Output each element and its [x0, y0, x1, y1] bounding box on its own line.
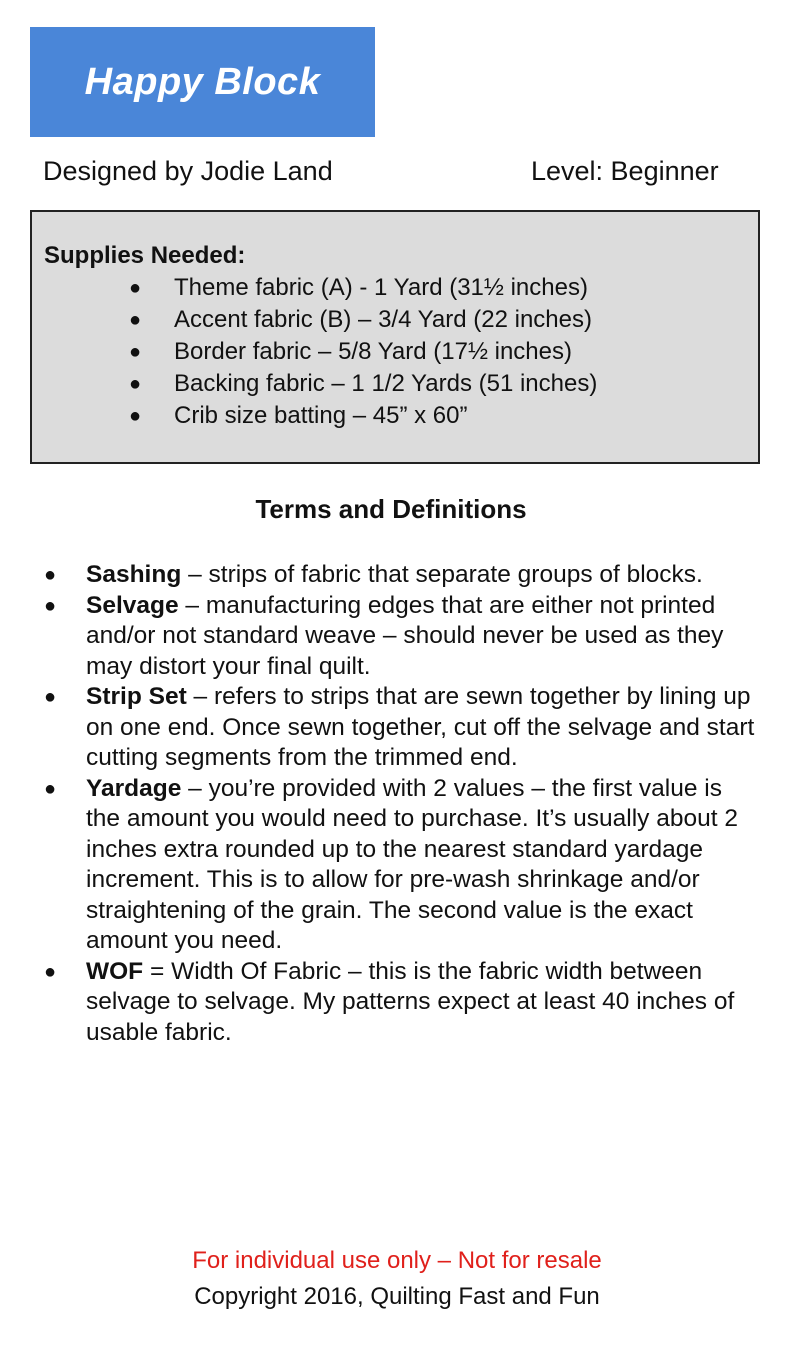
supply-item-text: Border fabric – 5/8 Yard (17½ inches): [174, 338, 572, 365]
supply-item-text: Accent fabric (B) – 3/4 Yard (22 inches): [174, 306, 592, 333]
bullet-icon: ●: [44, 960, 57, 983]
bullet-icon: ●: [129, 277, 142, 299]
term-item: [40, 591, 760, 683]
term-item: [40, 957, 760, 1049]
designer-credit: Designed by Jodie Land: [43, 156, 333, 186]
term-name: Strip Set: [86, 683, 187, 710]
term-item: [40, 560, 760, 591]
term-name: Selvage: [86, 591, 179, 619]
term-definition: – refers to strips that are sewn together by lining up on one end. Once sewn together, cut off the selvage and start cutting segments from the trimmed end.: [86, 683, 755, 771]
skill-level: Level: Beginner: [531, 156, 719, 186]
supply-item: [32, 273, 597, 305]
bullet-icon: ●: [44, 564, 57, 586]
bullet-icon: ●: [44, 594, 57, 617]
supply-item-text: Crib size batting – 45” x 60”: [174, 402, 468, 429]
term-definition: – you’re provided with 2 values – the first value is the amount you would need to purchase. It’s usually about 2 inches extra rounded up to the nearest standard yardage increment. This is to allow for pre-wash shrinkage and/or straightening of the grain. The second value is the exact amount you need.: [86, 774, 738, 954]
supplies-heading: Supplies Needed:: [44, 242, 246, 269]
title-banner: [30, 27, 375, 137]
page-title: Happy Block: [84, 60, 321, 103]
bullet-icon: ●: [129, 405, 142, 427]
bullet-icon: ●: [44, 686, 57, 708]
term-name: Sashing: [86, 561, 182, 588]
supply-item: [32, 369, 597, 401]
supply-item: [32, 401, 597, 433]
supply-item-text: Backing fabric – 1 1/2 Yards (51 inches): [174, 370, 598, 397]
resale-notice: For individual use only – Not for resale: [192, 1247, 602, 1274]
bullet-icon: ●: [129, 309, 142, 331]
supply-item-text: Theme fabric (A) - 1 Yard (31½ inches): [174, 274, 588, 301]
term-definition: – strips of fabric that separate groups of blocks.: [181, 561, 703, 588]
bullet-icon: ●: [129, 341, 142, 363]
supply-item: [32, 337, 597, 369]
supplies-box: [30, 210, 760, 464]
term-item: [40, 774, 760, 957]
term-name: WOF: [86, 957, 144, 985]
copyright-line: Copyright 2016, Quilting Fast and Fun: [194, 1283, 600, 1310]
term-item: [40, 682, 760, 774]
supplies-list: [32, 273, 597, 433]
term-name: Yardage: [86, 774, 182, 802]
bullet-icon: ●: [44, 777, 57, 800]
terms-heading: Terms and Definitions: [255, 494, 527, 524]
supply-item: [32, 305, 597, 337]
term-definition: – manufacturing edges that are either not printed and/or not standard weave – should never be used as they may distort your final quilt.: [86, 591, 724, 680]
terms-list: [40, 560, 760, 1048]
bullet-icon: ●: [129, 373, 142, 395]
term-definition: = Width Of Fabric – this is the fabric width between selvage to selvage. My patterns expect at least 40 inches of usable fabric.: [86, 957, 735, 1046]
